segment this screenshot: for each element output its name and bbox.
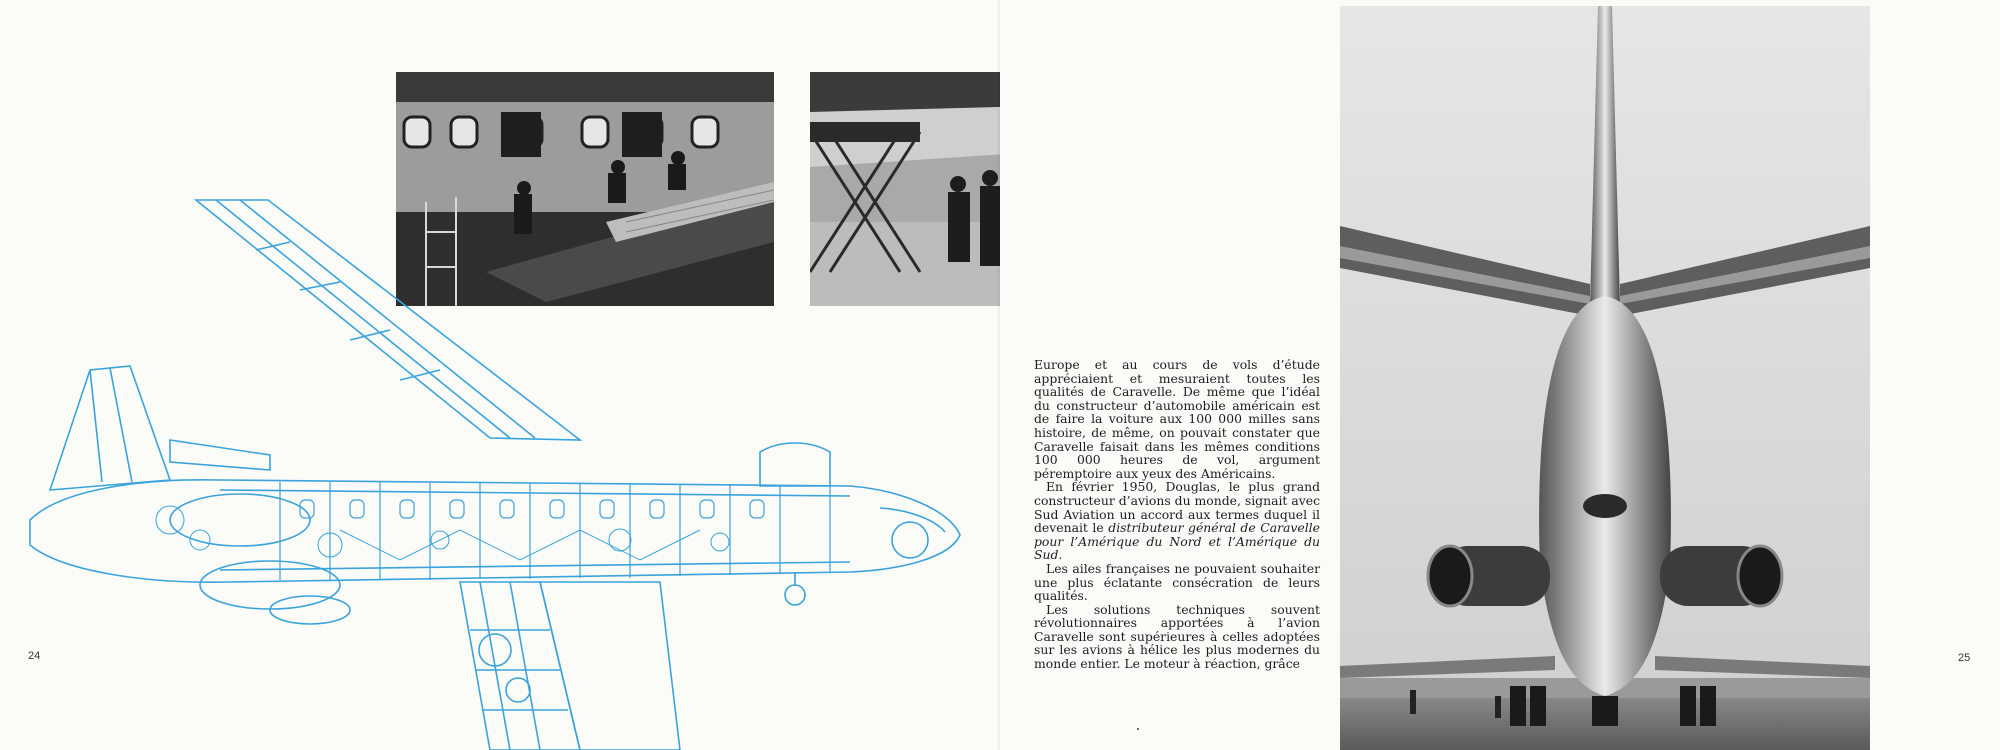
caravelle-cutaway-drawing [20,190,970,750]
page-marker-dot [1137,728,1139,730]
caravelle-rear-view-photo [1340,6,1870,750]
paragraph-1: Europe et au cours de vols d’étude appréciaient et mesuraient toutes les qualités de Caravelle. De même que l’idéal du constructeur d’automobile américain est de faire la voiture aux 100 000 milles sans histoire, de même, on pouvait constater que Caravelle faisait dans les mêmes conditions 100 000 heures de vol, argument péremptoire aux yeux des Américains. [1034,357,1320,481]
paragraph-2: En février 1950, Douglas, le plus grand constructeur d’avions du monde, signait avec Sud Aviation un accord aux termes duquel il devenait le distributeur général de Caravelle pour l’Amérique du Nord et l’Amérique du Sud. [1034,479,1321,563]
page-number-right: 25 [1958,652,1971,664]
paragraph-3: Les ailes françaises ne pouvaient souhaiter une plus éclatante consécration de leurs qualités. [1034,560,1320,604]
paragraph-2-italic: distributeur général de Caravelle pour l’Amérique du Nord et l’Amérique du Sud. [1034,520,1320,563]
body-text-column [1034,358,1320,671]
page-number-left: 24 [28,650,41,662]
paragraph-4: Les solutions techniques souvent révolutionnaires apportées à l’avion Caravelle sont supérieures à celles adoptées sur les avions à hélice les plus modernes du monde entier. Le moteur à réaction, grâce [1034,601,1320,672]
right-page [1000,0,2000,750]
